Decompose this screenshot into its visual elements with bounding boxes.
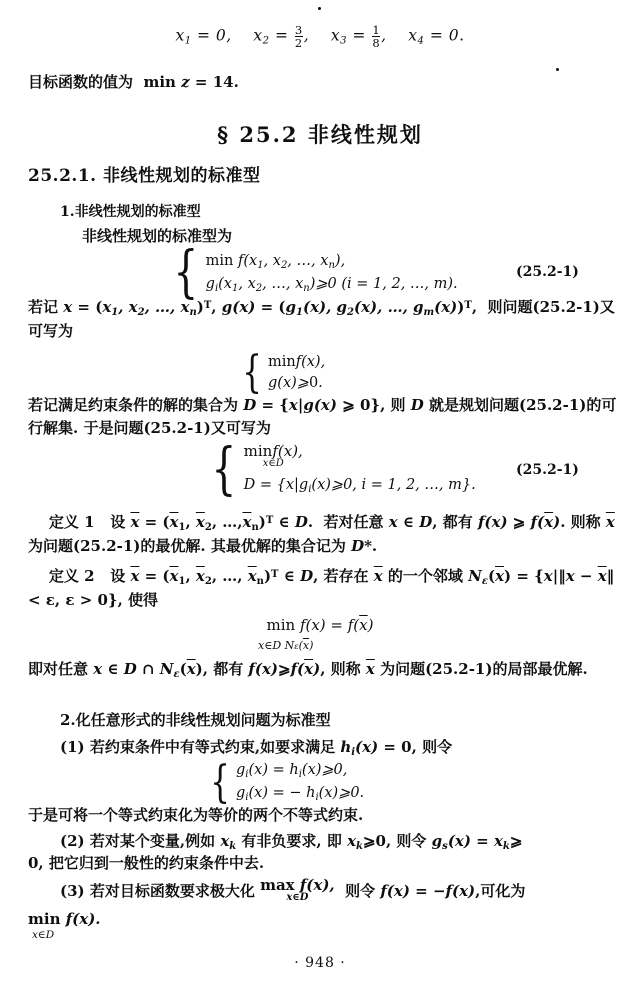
formula-line: minf(x), bbox=[268, 354, 326, 370]
item-1-lead: 非线性规划的标准型为 bbox=[82, 227, 233, 245]
formula-line: $g_i(x_1$, $x_2$, …, $x_n)⩾0$ (i = 1, 2, …, m). bbox=[205, 275, 458, 294]
left-brace-icon: { bbox=[242, 347, 262, 399]
formula-line: $\min f(x_1$, $x_2$, …, $x_n$), bbox=[205, 253, 346, 271]
item-2-1: (1) 若约束条件中有等式约束,如要求满足 $h_i(x) = 0$, 则令 bbox=[60, 738, 453, 758]
formula-line: minf(x), x∈D bbox=[243, 442, 303, 469]
page-number: · 948 · bbox=[294, 955, 346, 971]
formula-system-1-lines bbox=[206, 251, 458, 296]
formula-system-4-lines bbox=[236, 760, 364, 805]
definition-2-tail: 即对任意 x ∈ D ∩ $N_\varepsilon(\overline{x})$, 都有 $f(x)⩾f(\overline{x})$, 则称 $\overline{x}$ 为问题(25.2-1)的局部最优解. bbox=[28, 660, 588, 680]
item-2-1-tail: 于是可将一个等式约束化为等价的两个不等式约束. bbox=[28, 806, 364, 824]
formula-system-3 bbox=[206, 437, 476, 503]
paragraph-notation: 若记 $x = (x_1$, $x_2$, …, $x_n)^T$, $g(x) = (g_1(x)$, $g_2(x)$, …, $g_m(x))^T$, 则问题(25.2-1)又可写为 bbox=[28, 298, 615, 340]
item-2-3: (3) 若对目标函数要求极大化 max f(x), x∈D 则令 f(x) = −f(x),可化为 bbox=[60, 876, 526, 903]
formula-system-2-lines bbox=[268, 352, 325, 394]
item-2-2: (2) 若对某个变量,例如 $x_k$ 有非负要求, 即 $x_k⩾0$, 则令 $g_s(x)$ = $x_k⩾$ bbox=[60, 832, 523, 852]
formula-line: $D = \{x|g_i(x)⩾0$, i = 1, 2, …, m}. bbox=[243, 477, 476, 496]
formula-line: $g_i(x)$ = $h_i(x)⩾0$, bbox=[236, 762, 348, 780]
formula-line: $g_i(x)$ = − $h_i(x)⩾0$. bbox=[236, 784, 365, 803]
left-brace-icon: { bbox=[211, 437, 237, 503]
item-2-3-continued: min f(x). bbox=[28, 910, 101, 928]
definition-2-formula: $\min f(x) = f(\overline{x})$ bbox=[266, 616, 374, 634]
left-brace-icon: { bbox=[173, 240, 199, 306]
top-formula: x1 = 0, x2 = $\frac{3}{2}$ , x3 = $\frac{1}{8}$ , x4 = 0. bbox=[175, 23, 465, 51]
item-1-title: 1.非线性规划的标准型 bbox=[60, 204, 201, 220]
formula-system-2 bbox=[238, 347, 326, 399]
formula-system-3-lines bbox=[244, 444, 476, 498]
item-2-2-continued: 0, 把它归到一般性的约束条件中去. bbox=[28, 854, 265, 872]
definition-1: 定义 1 设 $\overline{x} = (\overline{x}_1$, $\overline{x}_2$, $\dots,\overline{x}_n)^T$ ∈ D. 若对任意 x ∈ D, 都有 f(x) ⩾ $f(\overline{x})$. 则称 $\overline{x}$ 为问题(25.2-1)的最优解. 其最优解的集合记为 D*. bbox=[28, 513, 615, 555]
formula-system-4 bbox=[206, 756, 365, 808]
stray-ink-dot bbox=[318, 7, 321, 10]
subsection-heading: 25.2.1. 非线性规划的标准型 bbox=[28, 166, 261, 186]
equation-tag-1: (25.2-1) bbox=[516, 264, 579, 280]
objective-value-line: 目标函数的值为 min z = 14. bbox=[28, 73, 239, 91]
paragraph-feasible-set: 若记满足约束条件的解的集合为 D = {x|g(x) ⩾ 0}, 则 D 就是规划问题(25.2-1)的可行解集. 于是问题(25.2-1)又可写为 bbox=[28, 396, 617, 437]
equation-tag-2: (25.2-1) bbox=[516, 462, 579, 478]
definition-2-formula-subscript: x∈D $N\varepsilon(\overline{x})$ bbox=[258, 639, 314, 652]
stray-ink-dot-2 bbox=[556, 68, 559, 71]
formula-line: g(x)⩾0. bbox=[268, 375, 323, 392]
left-brace-icon: { bbox=[210, 756, 230, 808]
section-heading: § 25.2 非线性规划 bbox=[217, 122, 423, 147]
formula-system-1 bbox=[168, 240, 458, 306]
item-2-title: 2.化任意形式的非线性规划问题为标准型 bbox=[60, 711, 331, 729]
definition-2: 定义 2 设 $\overline{x} = (\overline{x}_1$, $\overline{x}_2$, …, $\overline{x}_n)^T$ ∈ D, 若存在 $\overline{x}$ 的一个邻域 $N_\varepsilon(\overline{x})$ = {x|‖x − $\overline{x}‖ < \varepsilon$, ε > 0}, 使得 bbox=[28, 567, 615, 609]
item-2-3-subscript: x∈D bbox=[32, 929, 55, 941]
